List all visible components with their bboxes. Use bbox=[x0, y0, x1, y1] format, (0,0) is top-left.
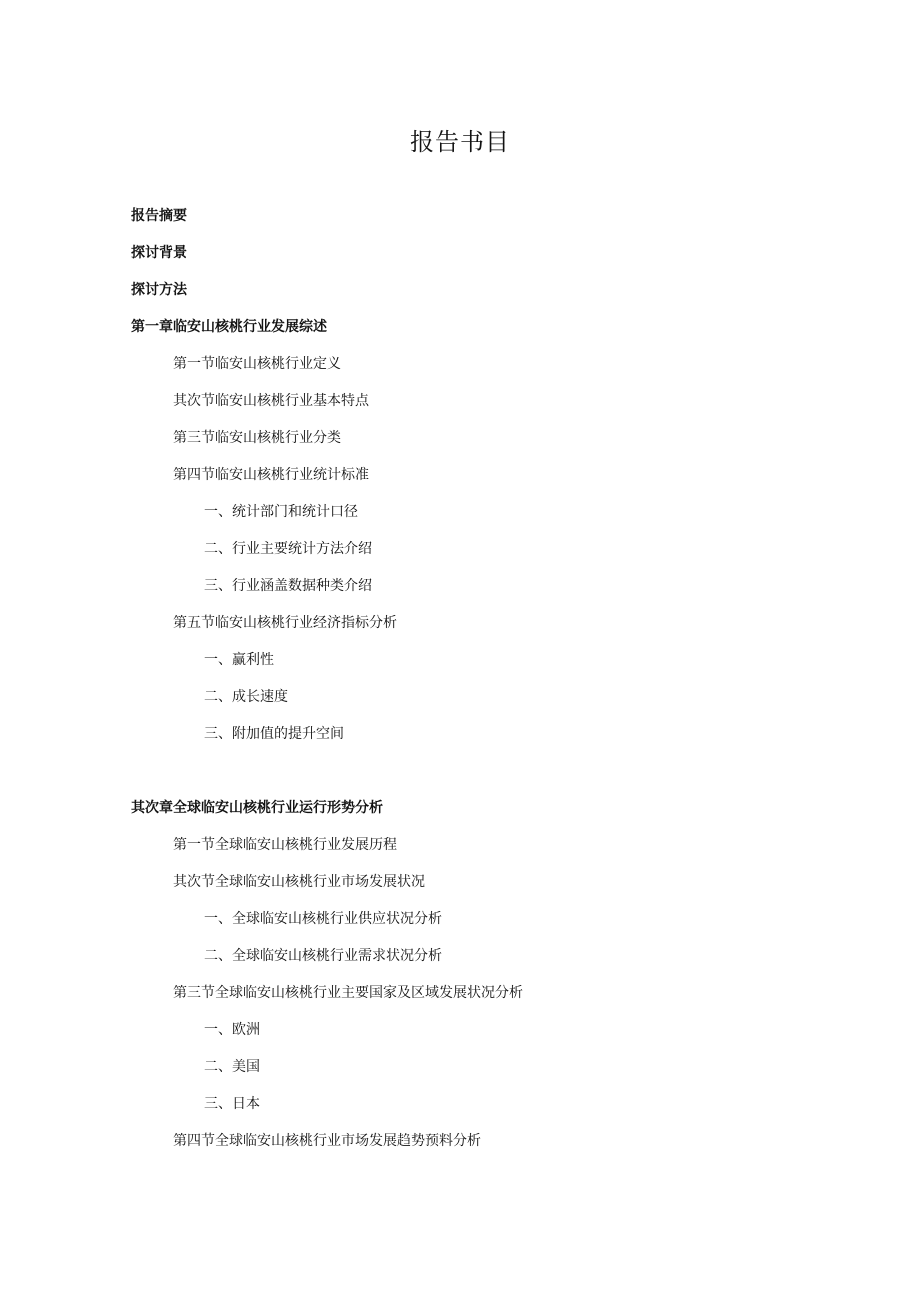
toc-subsection: 一、统计部门和统计口径 bbox=[204, 504, 358, 520]
toc-chapter: 第一章临安山核桃行业发展综述 bbox=[131, 319, 327, 335]
toc-subsection: 二、全球临安山核桃行业需求状况分析 bbox=[204, 948, 442, 964]
toc-subsection: 二、美国 bbox=[204, 1059, 260, 1075]
toc-chapter: 其次章全球临安山核桃行业运行形势分析 bbox=[131, 800, 383, 816]
toc-subsection: 一、赢利性 bbox=[204, 652, 274, 668]
toc-subsection: 三、日本 bbox=[204, 1096, 260, 1112]
toc-subsection: 三、行业涵盖数据种类介绍 bbox=[204, 578, 372, 594]
toc-section: 其次节临安山核桃行业基本特点 bbox=[173, 393, 369, 409]
toc-subsection: 一、全球临安山核桃行业供应状况分析 bbox=[204, 911, 442, 927]
toc-heading: 探讨背景 bbox=[131, 245, 187, 261]
toc-subsection: 一、欧洲 bbox=[204, 1022, 260, 1038]
toc-subsection: 二、行业主要统计方法介绍 bbox=[204, 541, 372, 557]
toc-section: 其次节全球临安山核桃行业市场发展状况 bbox=[173, 874, 425, 890]
toc-subsection: 二、成长速度 bbox=[204, 689, 288, 705]
toc-section: 第一节临安山核桃行业定义 bbox=[173, 356, 341, 372]
toc-section: 第三节全球临安山核桃行业主要国家及区域发展状况分析 bbox=[173, 985, 523, 1001]
toc-section: 第四节全球临安山核桃行业市场发展趋势预料分析 bbox=[173, 1133, 481, 1149]
toc-section: 第五节临安山核桃行业经济指标分析 bbox=[173, 615, 397, 631]
toc-section: 第一节全球临安山核桃行业发展历程 bbox=[173, 837, 397, 853]
toc-subsection: 三、附加值的提升空间 bbox=[204, 726, 344, 742]
toc-heading: 探讨方法 bbox=[131, 282, 187, 298]
page-title: 报告书目 bbox=[410, 128, 510, 156]
toc-section: 第三节临安山核桃行业分类 bbox=[173, 430, 341, 446]
toc-heading: 报告摘要 bbox=[131, 208, 187, 224]
toc-section: 第四节临安山核桃行业统计标准 bbox=[173, 467, 369, 483]
